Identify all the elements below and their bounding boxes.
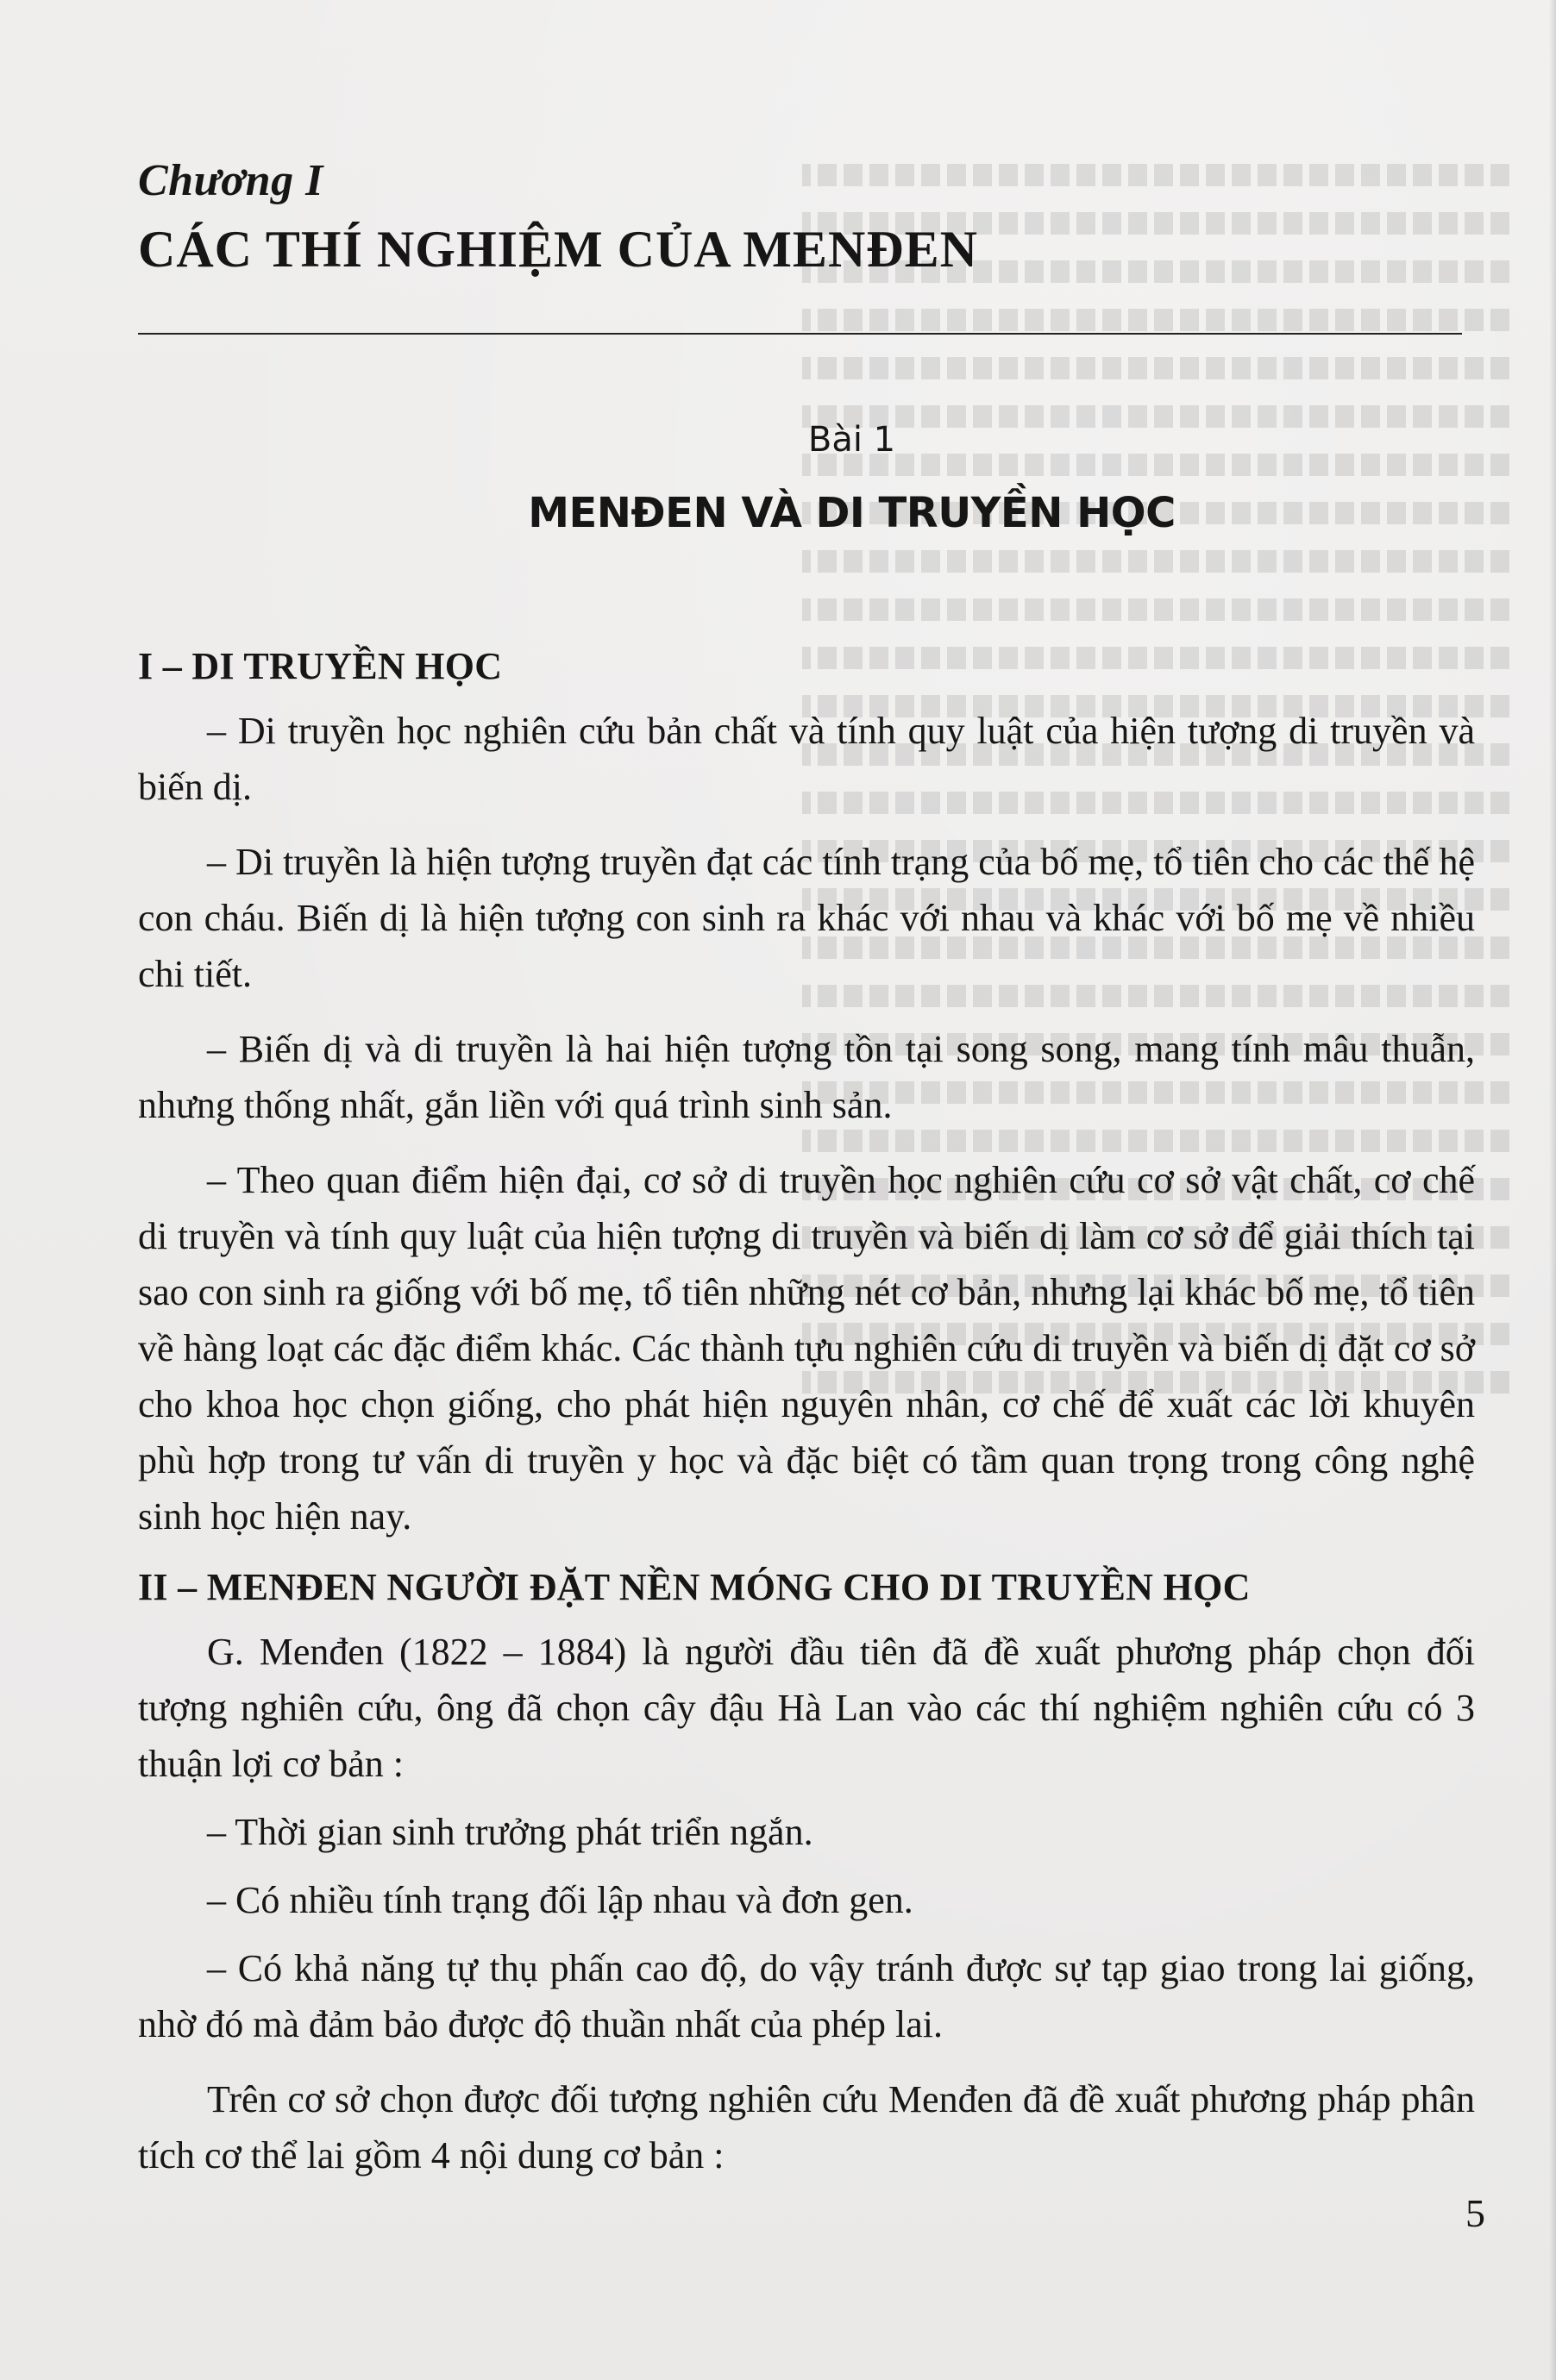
page-number: 5 [1465, 2191, 1485, 2235]
paragraph: Trên cơ sở chọn được đối tượng nghiên cứu Menđen đã đề xuất phương pháp phân tích cơ thể lai gồm 4 nội dung cơ bản : [138, 2078, 1475, 2176]
section-heading-2: II – MENĐEN NGƯỜI ĐẶT NỀN MÓNG CHO DI TRUYỀN HỌC [138, 1566, 1251, 1608]
list-item: – Có nhiều tính trạng đối lập nhau và đơn gen. [207, 1879, 913, 1921]
page-content [138, 155, 1475, 2176]
list-item: – Thời gian sinh trưởng phát triển ngắn. [207, 1811, 813, 1853]
paragraph: – Di truyền là hiện tượng truyền đạt các tính trạng của bố mẹ, tổ tiên cho các thế hệ con cháu. Biến dị là hiện tượng con sinh ra khác với nhau và khác với bố mẹ về nhiều chi tiết. [138, 841, 1475, 995]
section-heading-1: I – DI TRUYỀN HỌC [138, 645, 503, 687]
page-body [138, 642, 1475, 2183]
list-item: – Có khả năng tự thụ phấn cao độ, do vậy tránh được sự tạp giao trong lai giống, nhờ đó mà đảm bảo được độ thuần nhất của phép lai. [138, 1947, 1475, 2045]
paragraph: – Biến dị và di truyền là hai hiện tượng tồn tại song song, mang tính mâu thuẫn, nhưng thống nhất, gắn liền với quá trình sinh sản. [138, 1028, 1475, 1126]
lesson-number: Bài 1 [807, 420, 896, 460]
chapter-divider [138, 333, 1462, 335]
chapter-label: Chương I [138, 156, 323, 205]
paragraph: G. Menđen (1822 – 1884) là người đầu tiên đã đề xuất phương pháp chọn đối tượng nghiên cứu, ông đã chọn cây đậu Hà Lan vào các thí nghiệm nghiên cứu có 3 thuận lợi cơ bản : [138, 1631, 1475, 1785]
lesson-title: MENĐEN VÀ DI TRUYỀN HỌC [528, 489, 1176, 537]
chapter-title: CÁC THÍ NGHIỆM CỦA MENĐEN [138, 221, 978, 278]
page-edge-shadow [1549, 0, 1556, 2380]
paragraph: – Theo quan điểm hiện đại, cơ sở di truyền học nghiên cứu cơ sở vật chất, cơ chế di truyền và tính quy luật của hiện tượng di truyền và biến dị làm cơ sở để giải thích tại sao con sinh ra giống với bố mẹ, tổ tiên những nét cơ bản, nhưng lại khác bố mẹ, tổ tiên về hàng loạt các đặc điểm khác. Các thành tựu nghiên cứu di truyền và biến dị đặt cơ sở cho khoa học chọn giống, cho phát hiện nguyên nhân, cơ chế để xuất các lời khuyên phù hợp trong tư vấn di truyền y học và đặc biệt có tầm quan trọng trong công nghệ sinh học hiện nay. [138, 1159, 1475, 1538]
paragraph: – Di truyền học nghiên cứu bản chất và tính quy luật của hiện tượng di truyền và biến dị. [138, 710, 1475, 808]
